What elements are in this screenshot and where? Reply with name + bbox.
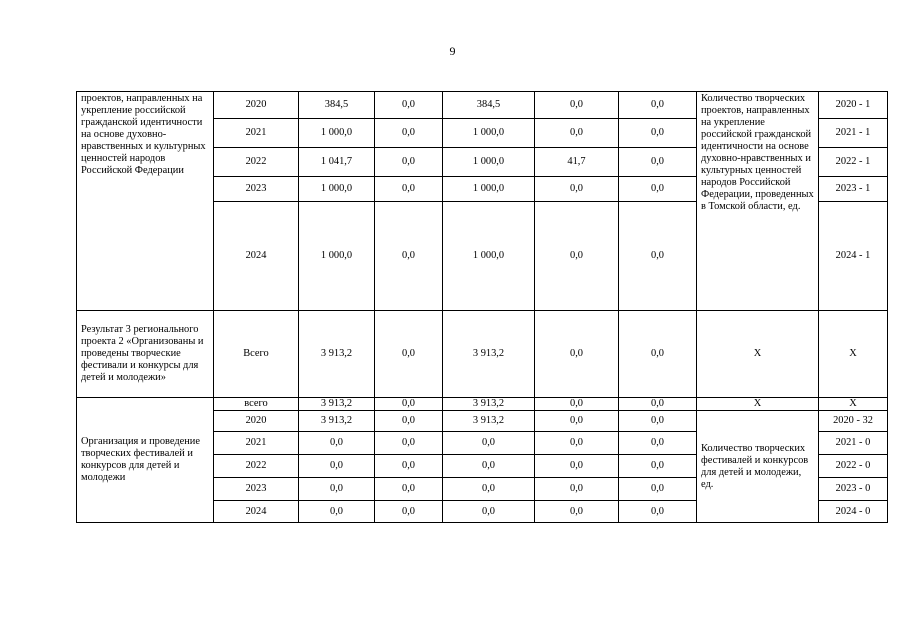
value-cell: 1 000,0 (443, 119, 535, 148)
value-cell: 1 000,0 (443, 177, 535, 202)
year-cell: 2020 (214, 92, 299, 119)
result3-description: Результат 3 регионального проекта 2 «Организованы и проведены творческие фестивали и конкурсы для детей и молодежи» (77, 311, 214, 398)
target-cell: 2024 - 0 (819, 501, 888, 523)
target-cell: 2023 - 1 (819, 177, 888, 202)
value-cell: 0,0 (375, 478, 443, 501)
value-cell: 0,0 (535, 398, 619, 411)
total-cell: 384,5 (299, 92, 375, 119)
value-cell: 0,0 (619, 432, 697, 455)
value-cell: 0,0 (535, 119, 619, 148)
value-cell: 0,0 (535, 202, 619, 311)
value-cell: 0,0 (375, 455, 443, 478)
total-cell: 1 000,0 (299, 119, 375, 148)
target-cell: Х (819, 311, 888, 398)
value-cell: 0,0 (619, 455, 697, 478)
indicator-cell: Х (697, 398, 819, 411)
target-cell: 2022 - 1 (819, 148, 888, 177)
year-cell: 2021 (214, 119, 299, 148)
value-cell: 0,0 (535, 455, 619, 478)
table-row (77, 311, 888, 398)
section1-description: проектов, направленных на укрепление российской гражданской идентичности на основе духовно-нравственных и культурных ценностей народов Российской Федерации (77, 92, 214, 311)
target-cell: 2024 - 1 (819, 202, 888, 311)
value-cell: 0,0 (375, 411, 443, 432)
table-row (77, 398, 888, 411)
value-cell: 1 000,0 (443, 148, 535, 177)
value-cell: 41,7 (535, 148, 619, 177)
value-cell: 0,0 (375, 432, 443, 455)
year-cell: 2023 (214, 478, 299, 501)
value-cell: 0,0 (619, 501, 697, 523)
value-cell: 0,0 (535, 478, 619, 501)
year-cell: 2023 (214, 177, 299, 202)
budget-table (76, 91, 888, 523)
value-cell: 0,0 (375, 119, 443, 148)
total-cell: 0,0 (299, 432, 375, 455)
value-cell: 0,0 (375, 148, 443, 177)
total-cell: 3 913,2 (299, 398, 375, 411)
value-cell: 0,0 (375, 311, 443, 398)
target-cell: 2021 - 0 (819, 432, 888, 455)
total-cell: 3 913,2 (299, 411, 375, 432)
value-cell: 0,0 (375, 177, 443, 202)
year-cell: 2022 (214, 148, 299, 177)
value-cell: 3 913,2 (443, 411, 535, 432)
value-cell: 0,0 (375, 501, 443, 523)
total-cell: 0,0 (299, 455, 375, 478)
year-cell: 2020 (214, 411, 299, 432)
target-cell: 2020 - 32 (819, 411, 888, 432)
value-cell: 1 000,0 (443, 202, 535, 311)
value-cell: 0,0 (443, 432, 535, 455)
indicator-cell: Х (697, 311, 819, 398)
value-cell: 0,0 (375, 92, 443, 119)
value-cell: 0,0 (619, 177, 697, 202)
year-cell: 2024 (214, 501, 299, 523)
value-cell: 0,0 (619, 398, 697, 411)
year-cell: всего (214, 398, 299, 411)
value-cell: 0,0 (619, 311, 697, 398)
value-cell: 0,0 (619, 411, 697, 432)
target-cell: 2021 - 1 (819, 119, 888, 148)
page-number: 9 (449, 44, 456, 58)
total-cell: 0,0 (299, 501, 375, 523)
year-cell: 2022 (214, 455, 299, 478)
total-cell: 1 041,7 (299, 148, 375, 177)
value-cell: 3 913,2 (443, 398, 535, 411)
value-cell: 0,0 (375, 202, 443, 311)
value-cell: 0,0 (535, 311, 619, 398)
value-cell: 0,0 (443, 478, 535, 501)
value-cell: 0,0 (619, 119, 697, 148)
section2-description: Организация и проведение творческих фестивалей и конкурсов для детей и молодежи (77, 398, 214, 523)
target-cell: 2020 - 1 (819, 92, 888, 119)
value-cell: 0,0 (535, 177, 619, 202)
value-cell: 0,0 (619, 478, 697, 501)
value-cell: 0,0 (535, 501, 619, 523)
total-cell: 1 000,0 (299, 202, 375, 311)
total-cell: 0,0 (299, 478, 375, 501)
value-cell: 384,5 (443, 92, 535, 119)
value-cell: 0,0 (535, 432, 619, 455)
target-cell: 2023 - 0 (819, 478, 888, 501)
value-cell: 0,0 (375, 398, 443, 411)
value-cell: 0,0 (443, 455, 535, 478)
value-cell: 0,0 (535, 411, 619, 432)
section1-indicator: Количество творческих проектов, направленных на укрепление российской гражданской идентичности на основе духовно-нравственных и культурных ценностей народов Российской Федерации, проведенных в Томской области, ед. (697, 92, 819, 311)
year-cell: Всего (214, 311, 299, 398)
year-cell: 2021 (214, 432, 299, 455)
value-cell: 0,0 (443, 501, 535, 523)
value-cell: 0,0 (619, 202, 697, 311)
section2-indicator: Количество творческих фестивалей и конкурсов для детей и молодежи, ед. (697, 411, 819, 523)
value-cell: 0,0 (619, 148, 697, 177)
target-cell: Х (819, 398, 888, 411)
total-cell: 3 913,2 (299, 311, 375, 398)
total-cell: 1 000,0 (299, 177, 375, 202)
target-cell: 2022 - 0 (819, 455, 888, 478)
value-cell: 0,0 (535, 92, 619, 119)
year-cell: 2024 (214, 202, 299, 311)
value-cell: 0,0 (619, 92, 697, 119)
value-cell: 3 913,2 (443, 311, 535, 398)
table-row (77, 92, 888, 119)
